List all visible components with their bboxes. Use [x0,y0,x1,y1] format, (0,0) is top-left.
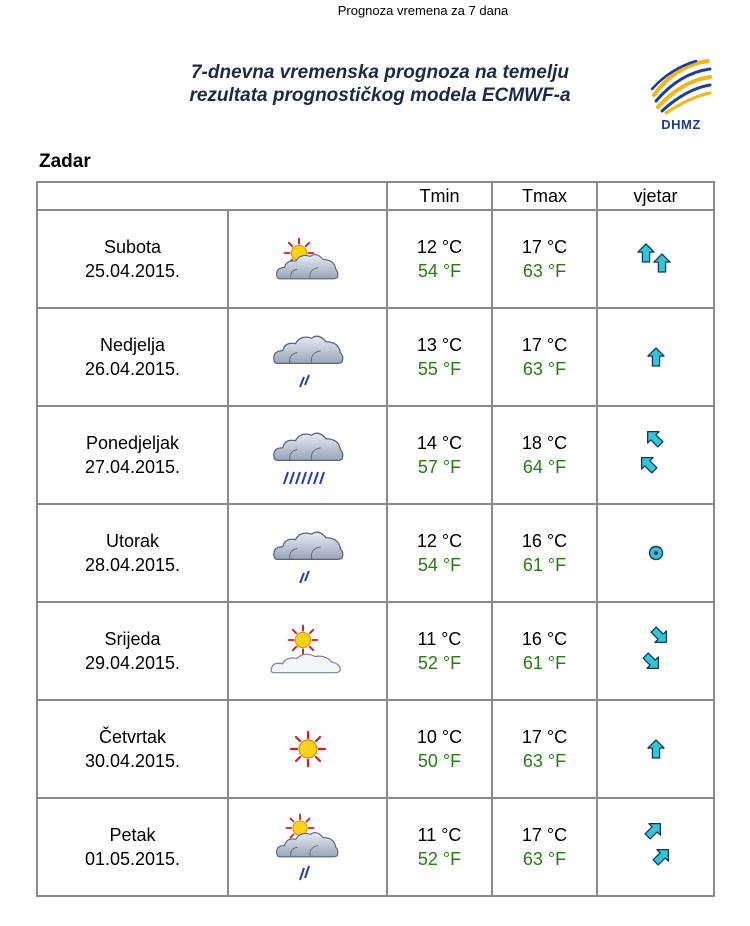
tmax-cell [492,210,597,308]
tmin-fahrenheit: 54 °F [417,261,462,281]
tmax-fahrenheit: 63 °F [522,261,567,281]
day-name: Petak [109,825,156,845]
double-arrow-southeast-icon [631,621,681,681]
day-date: 30.04.2015. [84,751,181,771]
table-row [37,406,714,504]
tmin-cell [387,700,492,798]
headline-line-1: 7-dnevna vremenska prognoza na temelju [190,62,569,83]
day-name: Četvrtak [98,727,167,747]
tmin-fahrenheit: 50 °F [417,751,462,771]
tmax-fahrenheit: 63 °F [522,751,567,771]
tmax-cell [492,406,597,504]
tmin-celsius: 14 °C [416,433,463,453]
tmax-fahrenheit: 61 °F [522,555,567,575]
sun-with-light-cloud-icon [268,623,348,679]
tmax-celsius: 16 °C [521,629,568,649]
tmin-cell [387,406,492,504]
double-arrow-north-icon [631,239,681,279]
cloudy-heavy-rain-icon [268,422,348,488]
tmin-cell [387,602,492,700]
arrow-north-icon [641,342,671,372]
page-top-title: Prognoza vremena za 7 dana [337,3,509,18]
city-name: Zadar [39,151,91,172]
headline-line-2: rezultata prognostičkog modela ECMWF-a [189,85,571,106]
tmax-celsius: 17 °C [521,335,568,355]
arrow-north-icon [641,734,671,764]
tmax-celsius: 17 °C [521,825,568,845]
sun-behind-cloud-icon [268,234,348,284]
weather-cell [228,700,387,798]
tmin-cell [387,210,492,308]
calm-circle-icon [646,543,666,563]
weather-cell [228,308,387,406]
day-name: Ponedjeljak [85,433,180,453]
cloudy-light-rain-icon [268,521,348,585]
double-arrow-northeast-icon [631,817,681,877]
tmax-fahrenheit: 61 °F [522,653,567,673]
day-cell [37,700,228,798]
wind-cell [597,798,714,896]
dhmz-logo-icon [646,55,716,117]
tmax-cell [492,602,597,700]
tmin-celsius: 11 °C [417,629,462,649]
dhmz-logo [646,55,716,133]
header-tmax: Tmax [492,182,597,210]
wind-cell [597,308,714,406]
wind-cell [597,700,714,798]
tmin-fahrenheit: 52 °F [417,653,462,673]
day-name: Srijeda [104,629,161,649]
day-cell [37,504,228,602]
tmax-celsius: 17 °C [521,237,568,257]
tmin-cell [387,308,492,406]
tmax-cell [492,308,597,406]
day-cell [37,210,228,308]
tmin-celsius: 13 °C [416,335,463,355]
forecast-table [36,181,715,897]
day-date: 01.05.2015. [84,849,181,869]
tmax-celsius: 17 °C [521,727,568,747]
cloudy-light-rain-icon [268,325,348,389]
tmax-celsius: 16 °C [521,531,568,551]
weather-cell [228,406,387,504]
wind-cell [597,504,714,602]
table-row [37,210,714,308]
tmin-fahrenheit: 55 °F [417,359,462,379]
day-date: 28.04.2015. [84,555,181,575]
tmax-celsius: 18 °C [521,433,568,453]
day-cell [37,798,228,896]
tmax-cell [492,504,597,602]
day-date: 27.04.2015. [84,457,181,477]
table-row [37,700,714,798]
day-name: Nedjelja [99,335,166,355]
weather-cell [228,798,387,896]
tmin-cell [387,504,492,602]
wind-cell [597,602,714,700]
day-cell [37,406,228,504]
table-row [37,798,714,896]
wind-cell [597,210,714,308]
weather-cell [228,210,387,308]
tmax-fahrenheit: 64 °F [522,457,567,477]
tmax-cell [492,700,597,798]
table-row [37,308,714,406]
tmax-fahrenheit: 63 °F [522,849,567,869]
sun-icon [286,727,330,771]
tmin-fahrenheit: 52 °F [417,849,462,869]
day-cell [37,308,228,406]
tmin-celsius: 11 °C [417,825,462,845]
tmin-celsius: 12 °C [416,237,463,257]
day-cell [37,602,228,700]
logo-text: DHMZ [661,117,701,132]
table-header-row [37,182,714,210]
tmax-cell [492,798,597,896]
day-date: 25.04.2015. [84,261,181,281]
weather-cell [228,504,387,602]
header-wind: vjetar [597,182,714,210]
table-row [37,602,714,700]
day-date: 29.04.2015. [84,653,181,673]
day-name: Subota [103,237,162,257]
tmin-celsius: 10 °C [416,727,463,747]
tmin-celsius: 12 °C [416,531,463,551]
day-date: 26.04.2015. [84,359,181,379]
day-name: Utorak [105,531,159,551]
sun-cloud-rain-icon [268,812,348,882]
header-empty [37,182,387,210]
tmin-cell [387,798,492,896]
headline [140,61,620,107]
header-tmin: Tmin [387,182,492,210]
table-row [37,504,714,602]
tmin-fahrenheit: 54 °F [417,555,462,575]
wind-cell [597,406,714,504]
tmax-fahrenheit: 63 °F [522,359,567,379]
double-arrow-northwest-icon [631,425,681,485]
weather-cell [228,602,387,700]
tmin-fahrenheit: 57 °F [417,457,462,477]
